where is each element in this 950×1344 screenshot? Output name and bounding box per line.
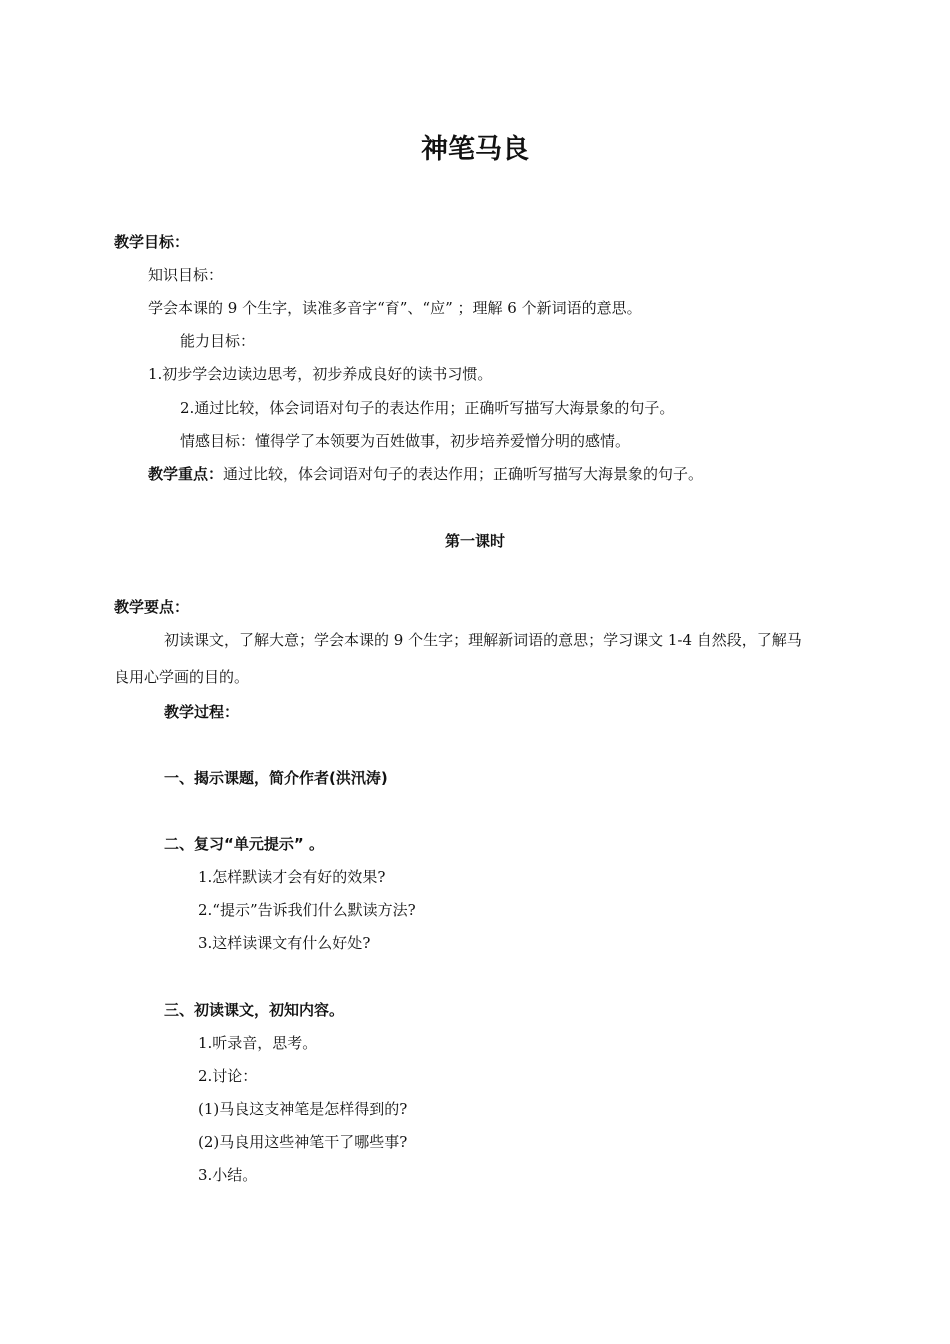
section-3-item: 1.听录音，思考。 (198, 1034, 318, 1052)
ability-goal-item-1: 1.初步学会边读边思考，初步养成良好的读书习惯。 (148, 365, 493, 383)
section-3-heading: 三、初读课文，初知内容。 (164, 1001, 345, 1019)
section-2-item: 3.这样读课文有什么好处? (198, 934, 371, 952)
section-3-item: (1)马良这支神笔是怎样得到的? (198, 1100, 408, 1118)
teaching-points-line-1: 初读课文，了解大意；学会本课的 9 个生字；理解新词语的意思；学习课文 1-4 自然段，了解马 (164, 631, 802, 649)
goals-heading: 教学目标： (114, 233, 190, 251)
lesson-heading: 第一课时 (444, 532, 505, 550)
ability-goal-item-2: 2.通过比较，体会词语对句子的表达作用；正确听写描写大海景象的句子。 (180, 399, 675, 417)
section-3-item: (2)马良用这些神笔干了哪些事? (198, 1133, 408, 1151)
section-1-heading: 一、揭示课题，简介作者(洪汛涛) (164, 769, 388, 787)
teaching-points-heading: 教学要点： (114, 598, 190, 616)
section-2-heading: 二、复习“单元提示” 。 (164, 835, 324, 853)
knowledge-goal-label: 知识目标： (148, 266, 224, 284)
section-2-item: 1.怎样默读才会有好的效果? (198, 868, 386, 886)
teaching-focus-text: 通过比较，体会词语对句子的表达作用；正确听写描写大海景象的句子。 (223, 465, 704, 483)
knowledge-goal-text: 学会本课的 9 个生字，读准多音字“育”、“应” ；理解 6 个新词语的意思。 (148, 299, 642, 317)
ability-goal-label: 能力目标： (180, 332, 256, 350)
document-title: 神笔马良 (421, 134, 529, 165)
section-2-item: 2.“提示”告诉我们什么默读方法? (198, 901, 416, 919)
emotion-goal: 情感目标：懂得学了本领要为百姓做事，初步培养爱憎分明的感情。 (180, 432, 631, 450)
teaching-focus (148, 464, 703, 484)
section-3-item: 3.小结。 (198, 1166, 258, 1184)
teaching-points-line-2: 良用心学画的目的。 (114, 668, 250, 686)
teaching-focus-label: 教学重点： (148, 465, 224, 483)
teaching-process-heading: 教学过程： (164, 703, 240, 721)
section-3-item: 2.讨论： (198, 1067, 258, 1085)
